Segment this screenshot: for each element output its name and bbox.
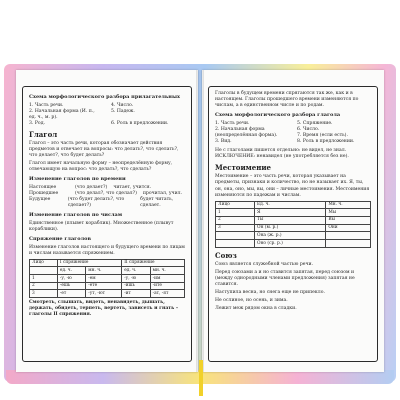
scheme-item: 5. Падеж. [111, 108, 135, 114]
table-cell: -ишь [122, 282, 150, 290]
scheme-item: 8. Роль в предложении. [297, 138, 355, 144]
union-heading: Союз [215, 250, 237, 260]
scheme-item: 3. Род. [29, 120, 45, 126]
union-example: Лежит меж рядом окна в сладки. [215, 306, 297, 312]
table-cell [216, 232, 255, 240]
table-header-row [30, 259, 185, 267]
table-cell: 2 [30, 282, 58, 290]
table-header-cell: Лицо [30, 259, 58, 267]
table-cell: ед. ч. [57, 267, 85, 275]
scheme-item: (неопределённая форма). [215, 132, 278, 138]
tense-question: (что делал?, что сделал?) [75, 191, 137, 197]
table-cell: -ут, -ют [86, 290, 122, 298]
scheme-item: 6. Число. [297, 126, 320, 132]
table-row [216, 240, 371, 248]
tense-name: Настоящее [29, 184, 57, 190]
number-text: Единственное (плывет кораблик). Множественное (плывут кораблики). [29, 220, 174, 232]
table-cell [216, 240, 255, 248]
conjugation-table [29, 259, 185, 298]
bookmark-ribbon [199, 360, 203, 396]
table-cell: -ете [86, 282, 122, 290]
table-cell: Он (м. р.) [255, 224, 326, 232]
table-header-cell: Лицо [216, 201, 255, 209]
conjugation-heading: Спряжение глаголов [29, 235, 91, 242]
table-cell: -у, -ю [122, 275, 150, 283]
table-cell: 3 [216, 224, 255, 232]
scheme-item: 3. Вид. [215, 138, 232, 144]
table-cell: -ешь [57, 282, 85, 290]
tense-example: читает, учится. [113, 184, 152, 190]
table-cell: -ем [86, 275, 122, 283]
scheme-item: 2. Начальная форма (И. п., ед. ч., м. р). [29, 108, 95, 120]
pronoun-heading: Местоимение [215, 163, 271, 173]
table-header-cell: Мн. ч. [326, 201, 371, 209]
union-example: Наступила весна, но снега еще не припекло. [215, 290, 325, 296]
table-cell: Вы [326, 216, 371, 224]
table-cell: мн. ч. [86, 267, 122, 275]
scheme-item: 7. Время (если есть). [297, 132, 348, 138]
tense-name: Будущее [29, 197, 51, 203]
tense-question: (что делает?) [75, 184, 108, 190]
table-cell: 3 [30, 290, 58, 298]
left-frame [22, 86, 192, 362]
left-page [16, 70, 198, 372]
scheme-item: 6. Роль в предложении. [111, 120, 169, 126]
tense-row [29, 197, 185, 209]
table-cell: -у, -ю [57, 275, 85, 283]
table-cell: 1 [30, 275, 58, 283]
table-row [30, 275, 185, 283]
table-cell: -ат, -ят [150, 290, 184, 298]
scheme-item: 2. Начальная форма [215, 126, 265, 132]
verb-definition: Глагол – это часть речи, которая обозначает действия предметов и отвечает на вопросы: что делать?, что сделать?, что делает?, что будет делать? [29, 141, 179, 159]
table-cell: 1 [216, 209, 255, 217]
table-cell [30, 267, 58, 275]
union-text: Союз является служебной частью речи. [215, 261, 314, 267]
verb-scheme-list [215, 121, 371, 145]
table-cell: Мы [326, 209, 371, 217]
table-header-cell: I спряжение [57, 259, 121, 267]
pronoun-text: Местоимение – это часть речи, которая указывает на предметы, признаки и количество, но не называет их. Я, ты, он, она, оно, мы, вы, они – личные местоимения. Местоимения изменяются по падежам и числам. [215, 174, 370, 198]
tense-example: прочитал, учил. [142, 191, 183, 197]
table-cell: -им [150, 275, 184, 283]
exceptions-text: Смотреть, слышать, видеть, ненавидеть, дышать, держать, обидеть, терпеть, вертеть, зависеть и гнать – глаголы II спряжения. [29, 300, 179, 318]
table-row [216, 232, 371, 240]
table-header-cell: Ед. ч. [255, 201, 326, 209]
adj-scheme-title: Схема морфологического разбора прилагательных [29, 94, 180, 100]
pronoun-table [215, 201, 371, 248]
table-cell [326, 240, 371, 248]
scheme-item: 5. Спряжение. [297, 120, 333, 126]
table-row [216, 224, 371, 232]
tense-heading: Изменение глаголов по времени [29, 176, 126, 183]
verb-scheme-title: Схема морфологического разбора глагола [215, 112, 341, 119]
table-subheader-row [30, 267, 185, 275]
tense-question: (что будет делать?, что сделает?) [67, 197, 125, 209]
scheme-item: 4. Число. [111, 102, 134, 108]
table-row [30, 290, 185, 298]
table-cell [326, 232, 371, 240]
table-cell: -ит [122, 290, 150, 298]
table-cell: -ет [57, 290, 85, 298]
union-example: Не ослиное, но осень, и зима. [215, 298, 288, 304]
tense-name: Прошедшее [29, 191, 59, 197]
scheme-item: 1. Часть речи. [29, 102, 64, 108]
table-cell: Ты [255, 216, 326, 224]
union-rule: Перед союзами а и но ставится запятая, перед союзом и (между однородными членами предложения) запятая не ставится. [215, 269, 355, 288]
ne-rule: Не с глаголами пишется отдельно: не видел, не знал. ИСКЛЮЧЕНИЕ: ненавидел (не употребляется без не). [215, 148, 349, 160]
verb-heading: Глагол [29, 129, 58, 139]
table-row [216, 216, 371, 224]
conjugation-text: Изменение глаголов настоящего и будущего времени по лицам и числам называется спряжением. [29, 244, 185, 256]
adj-scheme-list [29, 103, 185, 127]
right-page [202, 70, 384, 372]
table-cell: 2 [216, 216, 255, 224]
table-header-cell: II спряжение [122, 259, 185, 267]
table-cell: Она (ж. р.) [255, 232, 326, 240]
table-row [216, 209, 371, 217]
right-frame [208, 86, 378, 362]
table-cell: мн. ч. [150, 267, 184, 275]
table-cell: Они [326, 224, 371, 232]
number-heading: Изменение глаголов по числам [29, 212, 123, 219]
scheme-item: 1. Часть речи. [215, 120, 250, 126]
tense-example: будет читать, сделает. [140, 197, 174, 209]
table-cell: Оно (ср. р.) [255, 240, 326, 248]
table-cell: ед. ч. [122, 267, 150, 275]
book-gutter [196, 70, 204, 372]
table-row [30, 282, 185, 290]
verb-initial-form: Глагол имеет начальную форму – неопределённую форму, отвечающую на вопрос: что делать?, что сделать? [29, 161, 173, 173]
tense-note: Глаголы в будущем времени спрягаются так же, как и в настоящем. Глаголы прошедшего времени изменяются по числам, а в единственном числе и по родам. [215, 91, 359, 109]
table-cell: -ите [150, 282, 184, 290]
table-cell: Я [255, 209, 326, 217]
table-header-row [216, 201, 371, 209]
